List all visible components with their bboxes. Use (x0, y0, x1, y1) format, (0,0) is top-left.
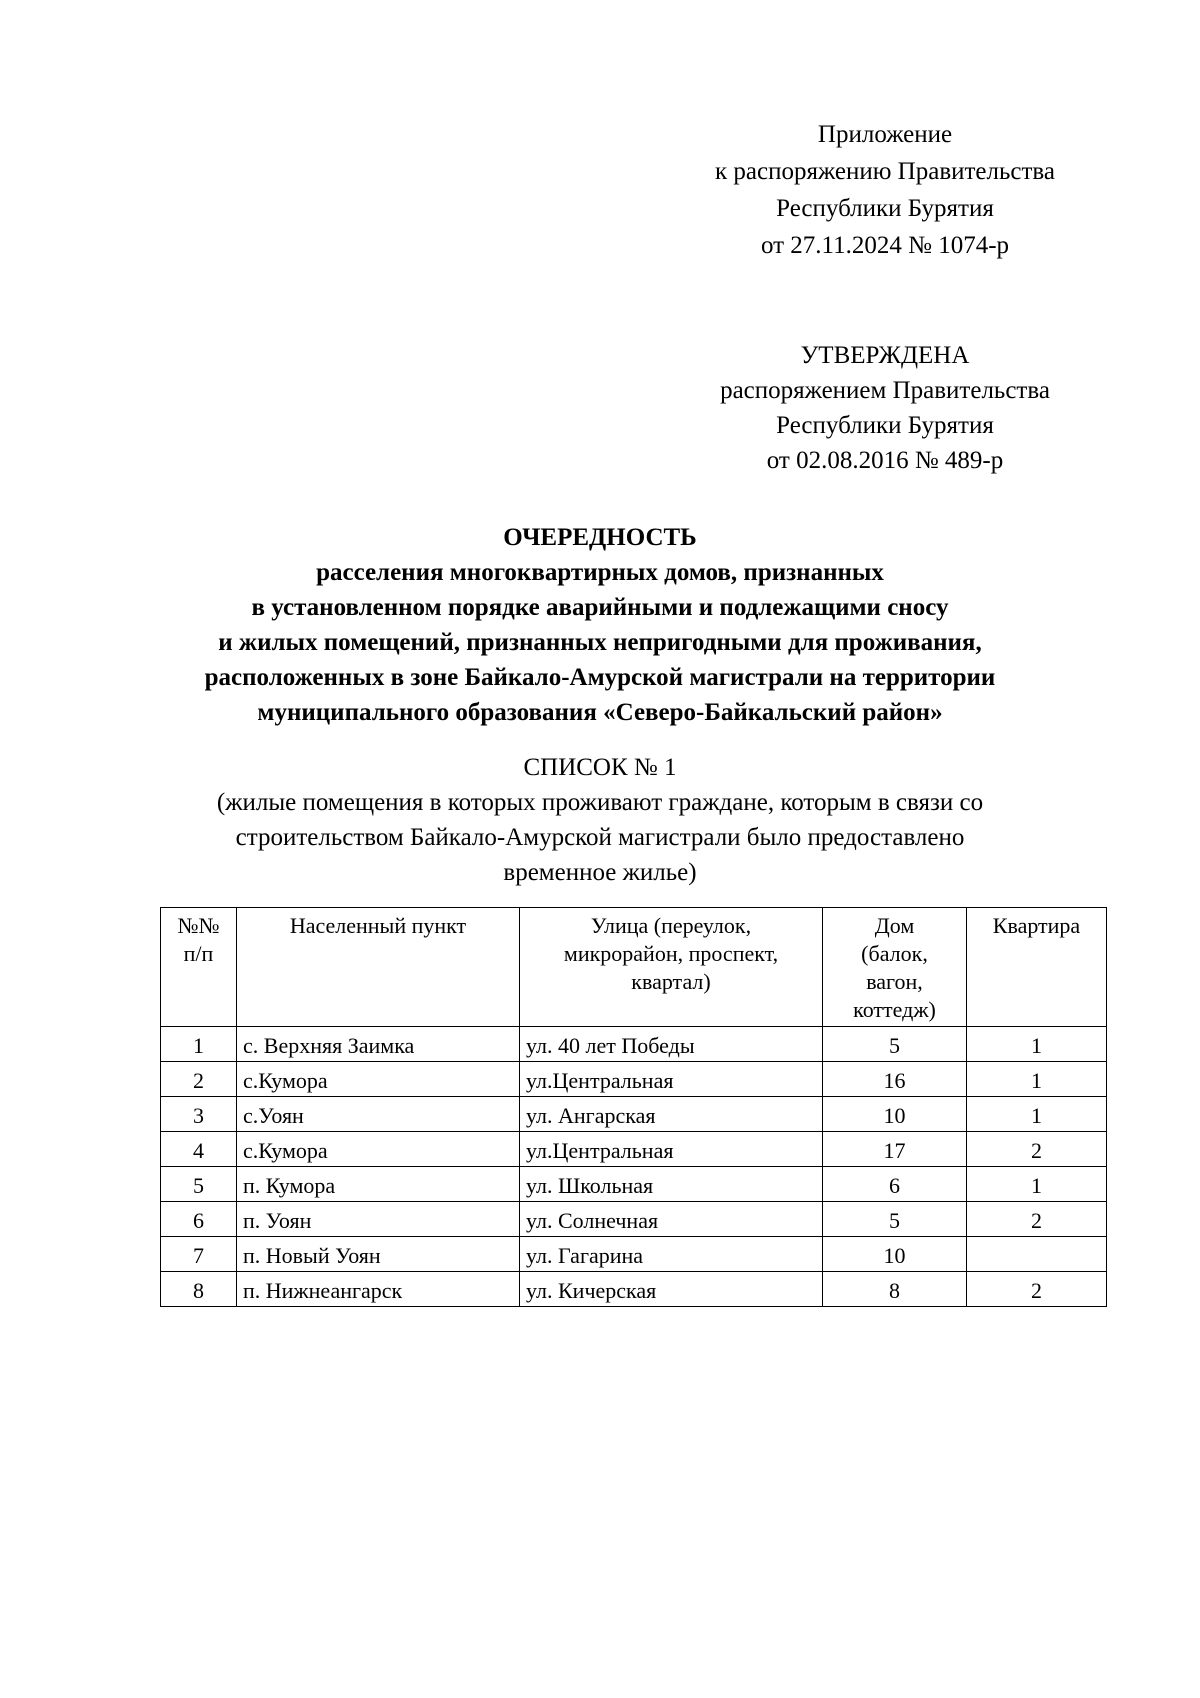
approved-line: распоряжением Правительства (720, 377, 1050, 404)
table-row (161, 1027, 1107, 1062)
cell-settlement: с. Верхняя Заимка (237, 1027, 520, 1062)
settlement-table (160, 907, 1107, 1307)
cell-house: 5 (823, 1027, 967, 1062)
header-street (520, 908, 823, 1027)
cell-house: 6 (823, 1167, 967, 1202)
cell-apartment (967, 1237, 1107, 1272)
cell-house: 5 (823, 1202, 967, 1237)
cell-settlement: п. Новый Уоян (237, 1237, 520, 1272)
cell-street: ул. Гагарина (520, 1237, 823, 1272)
table-row (161, 1132, 1107, 1167)
header-house (823, 908, 967, 1027)
cell-settlement: п. Кумора (237, 1167, 520, 1202)
cell-street: ул. Ангарская (520, 1097, 823, 1132)
cell-settlement: п. Уоян (237, 1202, 520, 1237)
cell-apartment: 1 (967, 1167, 1107, 1202)
cell-apartment: 2 (967, 1132, 1107, 1167)
cell-settlement: п. Нижнеангарск (237, 1272, 520, 1307)
list-description-line: временное жилье) (503, 859, 697, 886)
title-line: расселения многоквартирных домов, признанных (316, 559, 884, 586)
approved-line: УТВЕРЖДЕНА (800, 342, 970, 369)
cell-house: 17 (823, 1132, 967, 1167)
list-description-line: строительством Байкало-Амурской магистрали было предоставлено (235, 824, 965, 851)
title-heading: ОЧЕРЕДНОСТЬ (503, 524, 697, 551)
header-text: №№ (177, 913, 220, 938)
approval-stamp (680, 338, 1090, 478)
cell-apartment: 1 (967, 1027, 1107, 1062)
cell-street: ул. Кичерская (520, 1272, 823, 1307)
cell-settlement: с.Кумора (237, 1132, 520, 1167)
table-row (161, 1237, 1107, 1272)
header-text: вагон, (866, 969, 923, 994)
cell-house: 10 (823, 1237, 967, 1272)
cell-number: 2 (161, 1062, 237, 1097)
cell-number: 8 (161, 1272, 237, 1307)
approved-line: Республики Бурятия (776, 412, 994, 439)
table-row (161, 1167, 1107, 1202)
cell-settlement: с.Уоян (237, 1097, 520, 1132)
list-caption (0, 750, 1200, 890)
cell-street: ул. 40 лет Победы (520, 1027, 823, 1062)
title-line: муниципального образования «Северо-Байкальский район» (257, 699, 943, 726)
cell-street: ул.Центральная (520, 1132, 823, 1167)
cell-number: 5 (161, 1167, 237, 1202)
list-description-line: (жилые помещения в которых проживают граждане, которым в связи со (216, 789, 984, 816)
cell-apartment: 1 (967, 1097, 1107, 1132)
cell-apartment: 1 (967, 1062, 1107, 1097)
approved-date-line: от 02.08.2016 № 489-р (766, 447, 1004, 474)
table-row (161, 1097, 1107, 1132)
cell-apartment: 2 (967, 1272, 1107, 1307)
title-line: и жилых помещений, признанных непригодными для проживания, (218, 629, 982, 656)
cell-number: 7 (161, 1237, 237, 1272)
header-text: микрорайон, проспект, (563, 941, 779, 966)
cell-settlement: с.Кумора (237, 1062, 520, 1097)
header-settlement (237, 908, 520, 1027)
cell-number: 1 (161, 1027, 237, 1062)
list-heading: СПИСОК № 1 (523, 754, 677, 781)
appendix-stamp (680, 116, 1090, 264)
cell-street: ул. Солнечная (520, 1202, 823, 1237)
header-text: (балок, (861, 941, 928, 966)
appendix-line: к распоряжению Правительства (714, 158, 1055, 185)
cell-number: 4 (161, 1132, 237, 1167)
cell-number: 3 (161, 1097, 237, 1132)
appendix-line: Республики Бурятия (776, 195, 994, 222)
cell-street: ул.Центральная (520, 1062, 823, 1097)
header-text: п/п (183, 941, 214, 966)
document-title (0, 520, 1200, 730)
cell-house: 8 (823, 1272, 967, 1307)
table-row (161, 1202, 1107, 1237)
cell-apartment: 2 (967, 1202, 1107, 1237)
title-line: расположенных в зоне Байкало-Амурской магистрали на территории (204, 664, 996, 691)
appendix-date-line: от 27.11.2024 № 1074-р (760, 232, 1010, 259)
cell-number: 6 (161, 1202, 237, 1237)
header-text: Населенный пункт (289, 913, 467, 938)
table-row (161, 1272, 1107, 1307)
header-text: Дом (874, 913, 915, 938)
table-header-row (161, 908, 1107, 1027)
table-row (161, 1062, 1107, 1097)
appendix-line: Приложение (817, 121, 953, 148)
header-text: коттедж) (853, 997, 936, 1022)
header-text: Улица (переулок, (590, 913, 752, 938)
cell-street: ул. Школьная (520, 1167, 823, 1202)
cell-house: 16 (823, 1062, 967, 1097)
header-apartment (967, 908, 1107, 1027)
header-text: квартал) (631, 969, 711, 994)
header-number (161, 908, 237, 1027)
cell-house: 10 (823, 1097, 967, 1132)
header-text: Квартира (992, 913, 1081, 938)
title-line: в установленном порядке аварийными и подлежащими сносу (251, 594, 949, 621)
